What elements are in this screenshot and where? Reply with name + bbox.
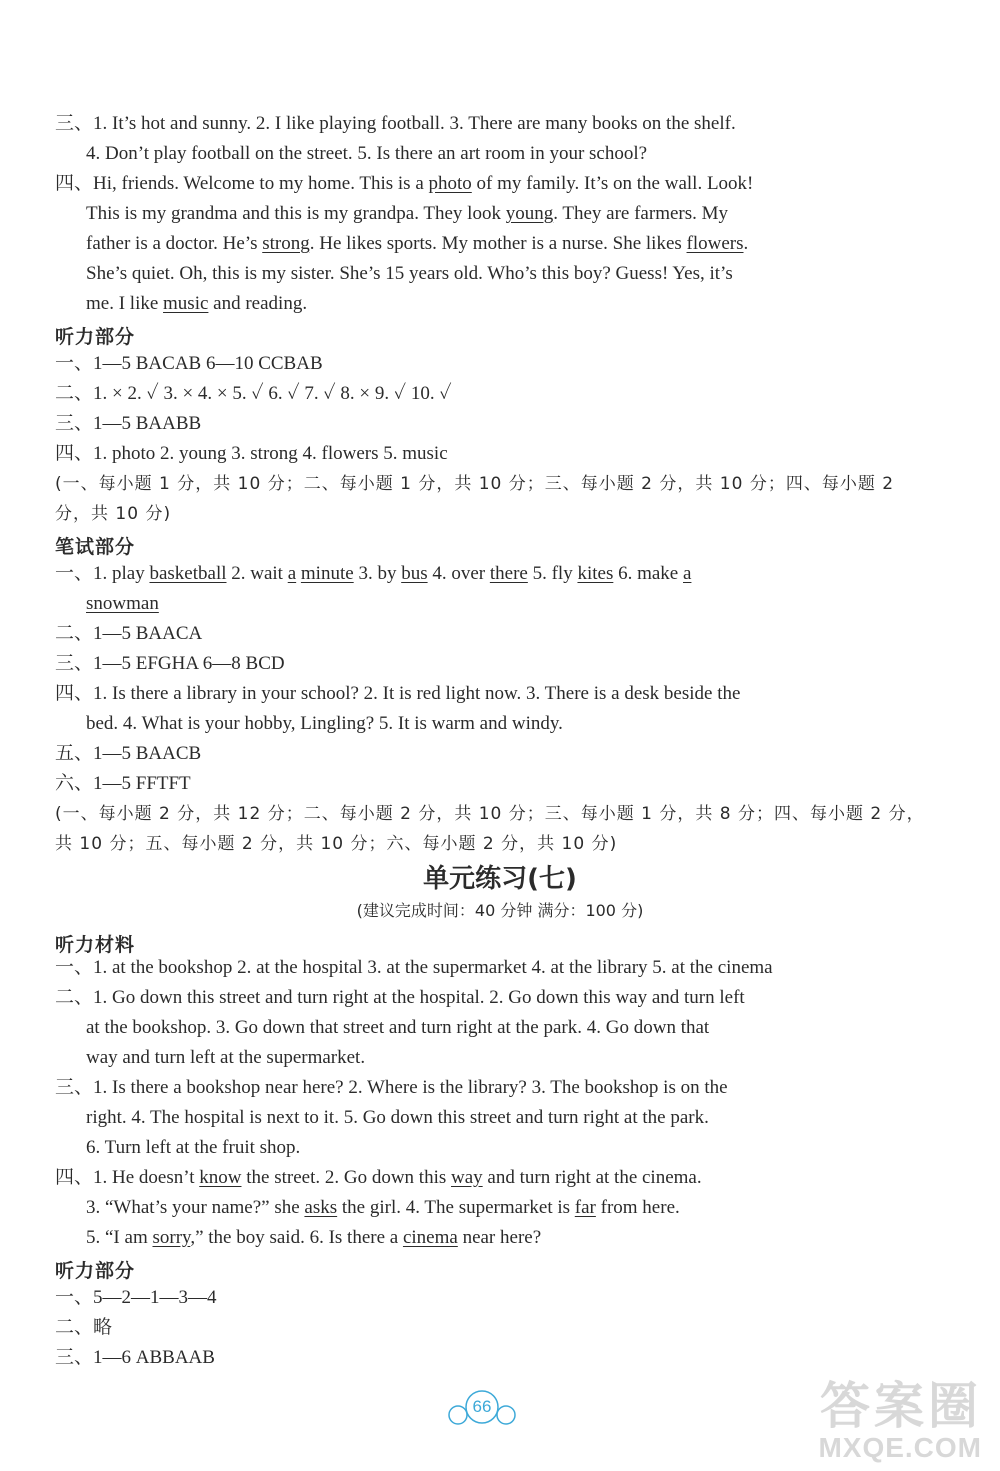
text-line: 三、1. It’s hot and sunny. 2. I like playing football. 3. There are many books on the shelf. — [55, 113, 736, 134]
passage-line: She’s quiet. Oh, this is my sister. She’s 15 years old. Who’s this boy? Guess! Yes, it’s — [86, 263, 733, 284]
watermark-bottom: MXQE.COM — [818, 1432, 982, 1463]
answer-line — [55, 562, 691, 586]
underlined-word: a — [287, 563, 297, 584]
passage-line — [55, 172, 753, 196]
text: . — [743, 233, 749, 254]
answer-line: 四、1. photo 2. young 3. strong 4. flowers 5. music — [55, 443, 448, 464]
underlined-word: music — [163, 293, 209, 314]
underlined-word: strong — [262, 233, 310, 254]
passage-line — [86, 292, 307, 316]
answer-line: at the bookshop. 3. Go down that street and turn right at the park. 4. Go down that — [86, 1017, 710, 1038]
answer-line — [86, 592, 159, 616]
underlined-word: way — [451, 1167, 483, 1188]
score-note: (一、每小题 2 分，共 12 分；二、每小题 2 分，共 10 分；三、每小题 1 分，共 8 分；四、每小题 2 分， — [55, 804, 925, 824]
text: 5. “I am — [86, 1227, 153, 1248]
text: 6. make — [613, 563, 683, 584]
text: ,” the boy said. 6. Is there a — [190, 1227, 403, 1248]
underlined-word: know — [199, 1167, 242, 1188]
answer-line: 一、1—5 BACAB 6—10 CCBAB — [55, 353, 323, 374]
text: the girl. 4. The supermarket is — [337, 1197, 575, 1218]
answer-line — [55, 1166, 702, 1190]
answer-line — [86, 1196, 680, 1220]
score-note: 分，共 10 分) — [55, 504, 172, 524]
text: 2. wait — [226, 563, 288, 584]
answer-line: 二、1. Go down this street and turn right at the hospital. 2. Go down this way and turn left — [55, 987, 745, 1008]
unit-subtitle: (建议完成时间：40 分钟 满分：100 分) — [356, 901, 644, 920]
underlined-word: sorry — [152, 1227, 191, 1248]
text: and turn right at the cinema. — [482, 1167, 702, 1188]
passage-line — [86, 232, 748, 256]
underlined-word: there — [489, 563, 528, 584]
answer-line: 二、略 — [55, 1317, 113, 1338]
text: near here? — [457, 1227, 542, 1248]
answer-line: 六、1—5 FFTFT — [55, 773, 191, 794]
text: from here. — [595, 1197, 680, 1218]
text: 四、1. He doesn’t — [55, 1167, 200, 1188]
underlined-word: basketball — [149, 563, 227, 584]
underlined-word: young — [505, 203, 554, 224]
answer-line: right. 4. The hospital is next to it. 5. Go down this street and turn right at the park. — [86, 1107, 709, 1128]
section-heading: 笔试部分 — [55, 536, 136, 558]
text: 4. over — [427, 563, 490, 584]
answer-line: 三、1. Is there a bookshop near here? 2. Where is the library? 3. The bookshop is on the — [55, 1077, 728, 1098]
unit-title: 单元练习(七) — [423, 864, 577, 894]
underlined-word: cinema — [402, 1227, 458, 1248]
text: This is my grandma and this is my grandpa. They look — [86, 203, 506, 224]
text-line: 4. Don’t play football on the street. 5. Is there an art room in your school? — [86, 143, 648, 164]
underlined-word: asks — [304, 1197, 338, 1218]
underlined-word: a — [683, 563, 692, 584]
text: the street. 2. Go down this — [241, 1167, 451, 1188]
page-number-badge — [440, 1388, 524, 1428]
answer-line: 三、1—5 BAABB — [55, 413, 202, 434]
answer-line: 三、1—6 ABBAAB — [55, 1347, 215, 1368]
underlined-word: snowman — [86, 593, 159, 614]
text: . They are farmers. My — [553, 203, 729, 224]
text: 3. by — [353, 563, 402, 584]
section-heading: 听力材料 — [55, 934, 136, 956]
section-heading: 听力部分 — [55, 326, 136, 348]
underlined-word: minute — [300, 563, 354, 584]
underlined-word: far — [574, 1197, 596, 1218]
text: 四、Hi, friends. Welcome to my home. This is a — [55, 173, 429, 194]
underlined-word: photo — [428, 173, 472, 194]
page-number: 66 — [472, 1397, 492, 1416]
answer-line: 五、1—5 BAACB — [55, 743, 202, 764]
passage-line — [86, 202, 728, 226]
underlined-word: flowers — [686, 233, 744, 254]
watermark-logo — [818, 1379, 982, 1463]
answer-line: 二、1. × 2. ✓ 3. × 4. × 5. ✓ 6. ✓ 7. ✓ 8. × 9. ✓ 10. ✓ — [55, 383, 452, 404]
text: 5. fly — [527, 563, 578, 584]
answer-line: way and turn left at the supermarket. — [86, 1047, 366, 1068]
section-heading: 听力部分 — [55, 1260, 136, 1282]
text: me. I like — [86, 293, 164, 314]
text: 一、1. play — [55, 563, 150, 584]
text: of my family. It’s on the wall. Look! — [471, 173, 754, 194]
answer-line: 三、1—5 EFGHA 6—8 BCD — [55, 653, 285, 674]
watermark-top: 答案圈 — [820, 1378, 982, 1434]
text: . He likes sports. My mother is a nurse. She likes — [309, 233, 687, 254]
text: father is a doctor. He’s — [86, 233, 263, 254]
answer-line: 一、1. at the bookshop 2. at the hospital 3. at the supermarket 4. at the library 5. at the cinema — [55, 957, 773, 978]
answer-line: bed. 4. What is your hobby, Lingling? 5. It is warm and windy. — [86, 713, 563, 734]
text: 3. “What’s your name?” she — [86, 1197, 305, 1218]
answer-line: 二、1—5 BAACA — [55, 623, 203, 644]
score-note: 共 10 分；五、每小题 2 分，共 10 分；六、每小题 2 分，共 10 分) — [55, 834, 618, 854]
answer-line: 四、1. Is there a library in your school? 2. It is red light now. 3. There is a desk beside the — [55, 683, 741, 704]
answer-line: 6. Turn left at the fruit shop. — [86, 1137, 301, 1158]
answer-line: 一、5—2—1—3—4 — [55, 1287, 217, 1308]
score-note: (一、每小题 1 分，共 10 分；二、每小题 1 分，共 10 分；三、每小题 2 分，共 10 分；四、每小题 2 — [55, 474, 895, 494]
underlined-word: bus — [401, 563, 428, 584]
underlined-word: kites — [577, 563, 614, 584]
text: and reading. — [208, 293, 308, 314]
answer-line — [86, 1226, 541, 1250]
